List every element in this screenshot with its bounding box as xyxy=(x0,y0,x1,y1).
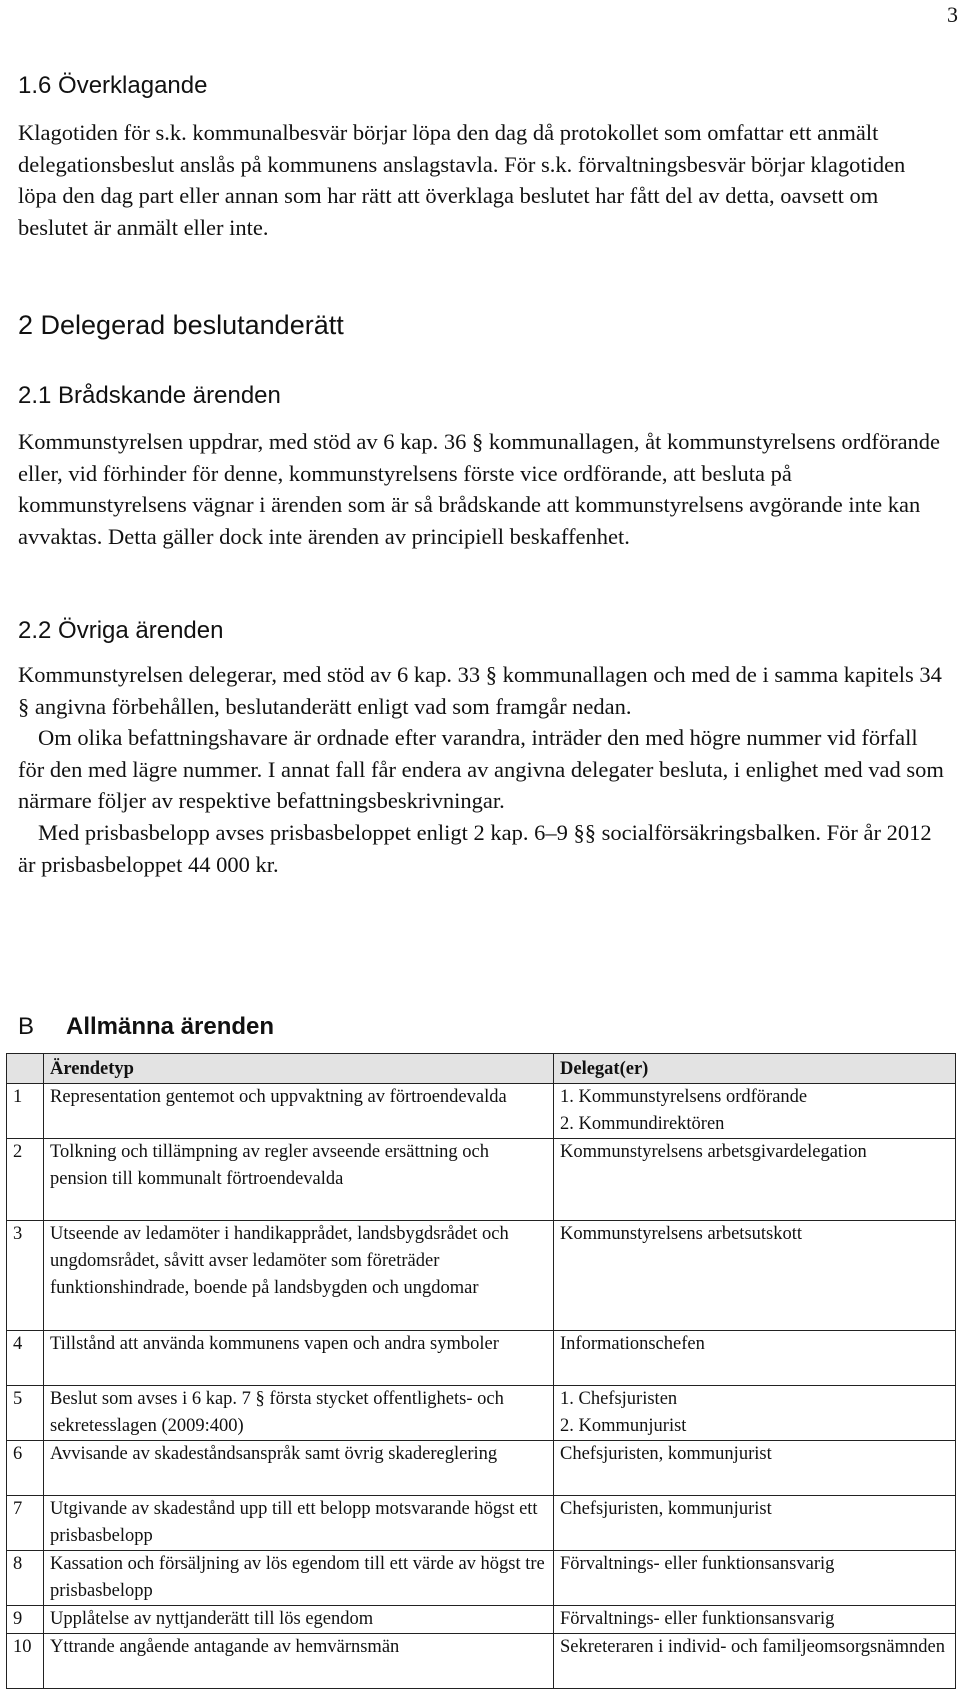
row-number: 10 xyxy=(7,1634,44,1689)
heading-ovriga-arenden: 2.2 Övriga ärenden xyxy=(18,617,224,644)
section-title: Allmänna ärenden xyxy=(66,1013,275,1040)
row-number: 6 xyxy=(7,1441,44,1496)
row-arendetyp: Utgivande av skadestånd upp till ett belopp motsvarande högst ett prisbasbelopp xyxy=(44,1496,554,1551)
paragraph-bradskande-arenden: Kommunstyrelsen uppdrar, med stöd av 6 kap. 36 § kommunallagen, åt kommunstyrelsens ordförande eller, vid förhinder för denne, kommunstyrelsens förste vice ordförande, att besluta på kommunstyrelsens vägnar i ärenden som är så brådskande att kommunstyrelsens avgörande inte kan avvaktas. Detta gäller dock inte ärenden av principiell beskaffenhet. xyxy=(18,429,941,549)
table-row xyxy=(7,1139,956,1221)
heading-bradskande-arenden: 2.1 Brådskande ärenden xyxy=(18,382,281,409)
row-number: 8 xyxy=(7,1551,44,1606)
row-arendetyp: Kassation och försäljning av lös egendom till ett värde av högst tre prisbasbelopp xyxy=(44,1551,554,1606)
heading-overklagande: 1.6 Överklagande xyxy=(18,72,208,99)
table-row xyxy=(7,1386,956,1441)
table-row xyxy=(7,1441,956,1496)
table-row xyxy=(7,1084,956,1139)
header-number xyxy=(7,1054,44,1084)
heading-allmanna-arenden xyxy=(18,1013,946,1041)
row-arendetyp: Avvisande av skadeståndsanspråk samt övrig skadereglering xyxy=(44,1441,554,1496)
row-number: 4 xyxy=(7,1331,44,1386)
paragraph-prisbasbelopp: Med prisbasbelopp avses prisbasbeloppet enligt 2 kap. 6–9 §§ socialförsäkringsbalken. För år 2012 är prisbasbeloppet 44 000 kr. xyxy=(18,819,932,877)
row-delegat: 1. Kommunstyrelsens ordförande 2. Kommundirektören xyxy=(554,1084,956,1139)
table-row xyxy=(7,1551,956,1606)
row-arendetyp: Representation gentemot och uppvaktning av förtroendevalda xyxy=(44,1084,554,1139)
header-arendetyp: Ärendetyp xyxy=(44,1054,554,1084)
table-row xyxy=(7,1634,956,1689)
row-number: 7 xyxy=(7,1496,44,1551)
row-arendetyp: Upplåtelse av nyttjanderätt till lös egendom xyxy=(44,1606,554,1634)
section-letter: B xyxy=(18,1013,35,1040)
row-delegat: Förvaltnings- eller funktionsansvarig xyxy=(554,1551,956,1606)
row-arendetyp: Tolkning och tillämpning av regler avseende ersättning och pension till kommunalt förtroendevalda xyxy=(44,1139,554,1221)
paragraph-overklagande: Klagotiden för s.k. kommunalbesvär börjar löpa den dag då protokollet som omfattar ett anmält delegationsbeslut anslås på kommunens anslagstavla. För s.k. förvaltningsbesvär börjar klagotiden löpa den dag part eller annan som har rätt att överklaga beslutet har fått del av detta, oavsett om beslutet är anmält eller inte. xyxy=(18,120,906,240)
row-delegat: 1. Chefsjuristen 2. Kommunjurist xyxy=(554,1386,956,1441)
row-arendetyp: Utseende av ledamöter i handikapprådet, landsbygdsrådet och ungdomsrådet, såvitt avser ledamöter som företräder funktionshindrade, boende på landsbygden och ungdomar xyxy=(44,1221,554,1331)
row-delegat: Sekreteraren i individ- och familjeomsorgsnämnden xyxy=(554,1634,956,1689)
row-delegat: Informationschefen xyxy=(554,1331,956,1386)
row-number: 3 xyxy=(7,1221,44,1331)
row-number: 2 xyxy=(7,1139,44,1221)
row-delegat: Förvaltnings- eller funktionsansvarig xyxy=(554,1606,956,1634)
row-arendetyp: Yttrande angående antagande av hemvärnsmän xyxy=(44,1634,554,1689)
row-delegat: Chefsjuristen, kommunjurist xyxy=(554,1496,956,1551)
row-arendetyp: Beslut som avses i 6 kap. 7 § första stycket offentlighets- och sekretesslagen (2009:400) xyxy=(44,1386,554,1441)
row-number: 9 xyxy=(7,1606,44,1634)
row-number: 5 xyxy=(7,1386,44,1441)
delegation-table xyxy=(6,1053,956,1689)
table-row xyxy=(7,1331,956,1386)
row-arendetyp: Tillstånd att använda kommunens vapen och andra symboler xyxy=(44,1331,554,1386)
heading-delegerad-beslutanderatt: 2 Delegerad beslutanderätt xyxy=(18,310,344,340)
ovriga-arenden-text xyxy=(18,659,946,880)
table-header-row xyxy=(7,1054,956,1084)
table-row xyxy=(7,1496,956,1551)
page-number: 3 xyxy=(947,2,958,27)
table-row xyxy=(7,1221,956,1331)
row-delegat: Kommunstyrelsens arbetsutskott xyxy=(554,1221,956,1331)
row-delegat: Chefsjuristen, kommunjurist xyxy=(554,1441,956,1496)
row-number: 1 xyxy=(7,1084,44,1139)
row-delegat: Kommunstyrelsens arbetsgivardelegation xyxy=(554,1139,956,1221)
table-row xyxy=(7,1606,956,1634)
header-delegater: Delegat(er) xyxy=(554,1054,956,1084)
paragraph-befattningshavare: Om olika befattningshavare är ordnade efter varandra, inträder den med högre nummer vid förfall för den med lägre nummer. I annat fall får endera av angivna delegater besluta, i enlighet med vad som närmare följer av respektive befattningsbeskrivningar. xyxy=(18,725,944,814)
paragraph-delegering: Kommunstyrelsen delegerar, med stöd av 6 kap. 33 § kommunallagen och med de i samma kapitels 34 § angivna förbehållen, beslutanderätt enligt vad som framgår nedan. xyxy=(18,662,942,719)
